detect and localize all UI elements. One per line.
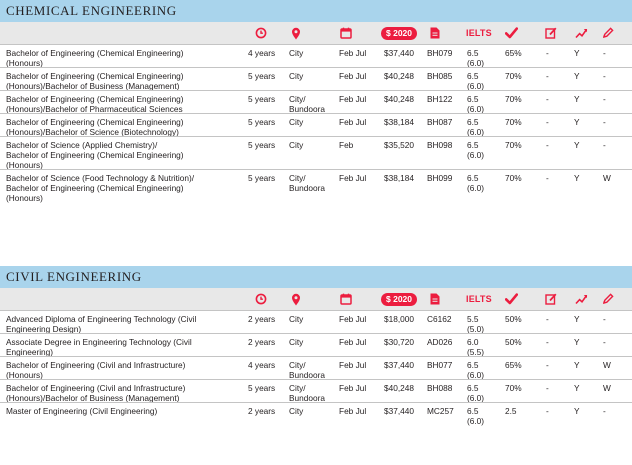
other-flag-cell: W bbox=[603, 173, 611, 183]
campus-cell: City bbox=[289, 140, 304, 150]
ielts-band-cell: (6.0) bbox=[467, 127, 485, 137]
other-flag-cell: - bbox=[603, 337, 606, 347]
pathway-cell: Y bbox=[574, 71, 580, 81]
apply-direct-cell: - bbox=[546, 337, 549, 347]
ielts-overall-cell: 6.5 bbox=[467, 383, 479, 393]
ielts-label: IELTS bbox=[466, 294, 492, 304]
intake-cell: Feb Jul bbox=[339, 48, 367, 58]
pathway-cell: Y bbox=[574, 337, 580, 347]
fee-cell: $37,440 bbox=[384, 406, 414, 416]
campus-cell: City/ Bundoora bbox=[289, 173, 325, 193]
column-icon-row bbox=[0, 22, 632, 44]
duration-cell: 4 years bbox=[248, 48, 276, 58]
apply-direct-cell: - bbox=[546, 314, 549, 324]
intake-cell: Feb Jul bbox=[339, 94, 367, 104]
other-flag-cell: - bbox=[603, 71, 606, 81]
edit-icon bbox=[545, 288, 557, 310]
campus-cell: City/ Bundoora bbox=[289, 360, 325, 380]
dollar-circle-icon bbox=[381, 288, 417, 310]
pathway-cell: Y bbox=[574, 383, 580, 393]
dollar-circle-icon bbox=[381, 22, 417, 44]
intake-cell: Feb bbox=[339, 140, 354, 150]
duration-cell: 5 years bbox=[248, 140, 276, 150]
checkmark-icon bbox=[505, 288, 518, 310]
other-flag-cell: W bbox=[603, 383, 611, 393]
duration-cell: 2 years bbox=[248, 314, 276, 324]
ielts-overall-cell: 6.5 bbox=[467, 140, 479, 150]
ielts-band-cell: (6.0) bbox=[467, 370, 485, 380]
intake-cell: Feb Jul bbox=[339, 383, 367, 393]
intake-cell: Feb Jul bbox=[339, 173, 367, 183]
ielts-band-cell: (6.0) bbox=[467, 183, 485, 193]
other-flag-cell: - bbox=[603, 140, 606, 150]
pencil-icon bbox=[602, 22, 614, 44]
other-flag-cell: - bbox=[603, 406, 606, 416]
apply-direct-cell: - bbox=[546, 48, 549, 58]
apply-direct-cell: - bbox=[546, 383, 549, 393]
atar-cell: 65% bbox=[505, 48, 522, 58]
course-code-cell: BH079 bbox=[427, 48, 453, 58]
course-code-cell: BH085 bbox=[427, 71, 453, 81]
fee-cell: $30,720 bbox=[384, 337, 414, 347]
chemical-engineering-section bbox=[0, 0, 632, 202]
course-row bbox=[0, 113, 632, 136]
clock-icon bbox=[255, 288, 267, 310]
campus-cell: City/ Bundoora bbox=[289, 383, 325, 403]
course-code-cell: BH099 bbox=[427, 173, 453, 183]
duration-cell: 4 years bbox=[248, 360, 276, 370]
atar-cell: 70% bbox=[505, 71, 522, 81]
ielts-band-cell: (6.0) bbox=[467, 104, 485, 114]
ielts-overall-cell: 6.5 bbox=[467, 406, 479, 416]
duration-cell: 5 years bbox=[248, 94, 276, 104]
course-code-cell: BH077 bbox=[427, 360, 453, 370]
pathway-cell: Y bbox=[574, 314, 580, 324]
fee-cell: $37,440 bbox=[384, 360, 414, 370]
edit-icon bbox=[545, 22, 557, 44]
ielts-overall-cell: 6.5 bbox=[467, 360, 479, 370]
civil-engineering-section bbox=[0, 266, 632, 425]
course-row bbox=[0, 356, 632, 379]
course-name-cell: Bachelor of Engineering (Chemical Engineering) (Honours)/Bachelor of Business (Management) bbox=[6, 71, 184, 91]
pathway-cell: Y bbox=[574, 406, 580, 416]
duration-cell: 5 years bbox=[248, 71, 276, 81]
fee-year-label: $ 2020 bbox=[381, 27, 417, 40]
course-name-cell: Bachelor of Science (Applied Chemistry)/ Bachelor of Engineering (Chemical Engineering) (Honours) bbox=[6, 140, 184, 170]
campus-cell: City bbox=[289, 71, 304, 81]
ielts-band-cell: (6.0) bbox=[467, 58, 485, 68]
atar-cell: 70% bbox=[505, 117, 522, 127]
fee-cell: $37,440 bbox=[384, 48, 414, 58]
other-flag-cell: - bbox=[603, 314, 606, 324]
campus-cell: City bbox=[289, 337, 304, 347]
other-flag-cell: - bbox=[603, 48, 606, 58]
pathway-cell: Y bbox=[574, 48, 580, 58]
ielts-band-cell: (5.5) bbox=[467, 347, 485, 357]
duration-cell: 2 years bbox=[248, 337, 276, 347]
fee-cell: $40,248 bbox=[384, 71, 414, 81]
pathway-cell: Y bbox=[574, 94, 580, 104]
ielts-band-cell: (5.0) bbox=[467, 324, 485, 334]
ielts-overall-cell: 6.0 bbox=[467, 337, 479, 347]
course-name-cell: Advanced Diploma of Engineering Technology (Civil Engineering Design) bbox=[6, 314, 197, 334]
pathway-cell: Y bbox=[574, 117, 580, 127]
duration-cell: 2 years bbox=[248, 406, 276, 416]
ielts-label: IELTS bbox=[466, 28, 492, 38]
campus-cell: City/ Bundoora bbox=[289, 94, 325, 114]
apply-direct-cell: - bbox=[546, 173, 549, 183]
intake-cell: Feb Jul bbox=[339, 71, 367, 81]
course-row bbox=[0, 44, 632, 67]
course-row bbox=[0, 379, 632, 402]
apply-direct-cell: - bbox=[546, 117, 549, 127]
campus-cell: City bbox=[289, 406, 304, 416]
duration-cell: 5 years bbox=[248, 117, 276, 127]
course-code-cell: C6162 bbox=[427, 314, 452, 324]
ielts-band-cell: (6.0) bbox=[467, 150, 485, 160]
trend-arrow-icon bbox=[575, 288, 588, 310]
atar-cell: 50% bbox=[505, 314, 522, 324]
trend-arrow-icon bbox=[575, 22, 588, 44]
course-name-cell: Bachelor of Engineering (Civil and Infrastructure) (Honours)/Bachelor of Business (Management) bbox=[6, 383, 186, 403]
document-icon bbox=[430, 288, 440, 310]
ielts-overall-cell: 6.5 bbox=[467, 117, 479, 127]
ielts-overall-cell: 6.5 bbox=[467, 94, 479, 104]
ielts-band-cell: (6.0) bbox=[467, 416, 485, 426]
pencil-icon bbox=[602, 288, 614, 310]
location-pin-icon bbox=[291, 22, 301, 44]
course-row bbox=[0, 169, 632, 202]
atar-cell: 50% bbox=[505, 337, 522, 347]
other-flag-cell: - bbox=[603, 94, 606, 104]
course-row bbox=[0, 333, 632, 356]
section-title: CHEMICAL ENGINEERING bbox=[0, 0, 632, 22]
fee-cell: $40,248 bbox=[384, 383, 414, 393]
course-code-cell: BH088 bbox=[427, 383, 453, 393]
course-name-cell: Master of Engineering (Civil Engineering) bbox=[6, 406, 158, 416]
intake-cell: Feb Jul bbox=[339, 117, 367, 127]
calendar-icon bbox=[340, 22, 352, 44]
campus-cell: City bbox=[289, 117, 304, 127]
fee-cell: $40,248 bbox=[384, 94, 414, 104]
atar-cell: 70% bbox=[505, 94, 522, 104]
intake-cell: Feb Jul bbox=[339, 406, 367, 416]
pathway-cell: Y bbox=[574, 140, 580, 150]
course-name-cell: Bachelor of Engineering (Chemical Engineering) (Honours) bbox=[6, 48, 184, 68]
duration-cell: 5 years bbox=[248, 173, 276, 183]
atar-cell: 2.5 bbox=[505, 406, 517, 416]
course-row bbox=[0, 310, 632, 333]
course-name-cell: Bachelor of Engineering (Civil and Infrastructure) (Honours) bbox=[6, 360, 186, 380]
course-name-cell: Bachelor of Engineering (Chemical Engineering) (Honours)/Bachelor of Science (Biotechnology) bbox=[6, 117, 184, 137]
fee-cell: $38,184 bbox=[384, 173, 414, 183]
course-code-cell: BH098 bbox=[427, 140, 453, 150]
apply-direct-cell: - bbox=[546, 406, 549, 416]
checkmark-icon bbox=[505, 22, 518, 44]
apply-direct-cell: - bbox=[546, 94, 549, 104]
ielts-band-cell: (6.0) bbox=[467, 81, 485, 91]
clock-icon bbox=[255, 22, 267, 44]
calendar-icon bbox=[340, 288, 352, 310]
intake-cell: Feb Jul bbox=[339, 314, 367, 324]
intake-cell: Feb Jul bbox=[339, 337, 367, 347]
apply-direct-cell: - bbox=[546, 71, 549, 81]
other-flag-cell: W bbox=[603, 360, 611, 370]
pathway-cell: Y bbox=[574, 360, 580, 370]
apply-direct-cell: - bbox=[546, 360, 549, 370]
course-name-cell: Bachelor of Science (Food Technology & Nutrition)/ Bachelor of Engineering (Chemical Engineering) (Honours) bbox=[6, 173, 195, 203]
course-row bbox=[0, 90, 632, 113]
course-row bbox=[0, 136, 632, 169]
ielts-overall-cell: 6.5 bbox=[467, 71, 479, 81]
intake-cell: Feb Jul bbox=[339, 360, 367, 370]
course-name-cell: Bachelor of Engineering (Chemical Engineering) (Honours)/Bachelor of Pharmaceutical Sciences bbox=[6, 94, 184, 114]
apply-direct-cell: - bbox=[546, 140, 549, 150]
atar-cell: 70% bbox=[505, 173, 522, 183]
pathway-cell: Y bbox=[574, 173, 580, 183]
ielts-overall-cell: 6.5 bbox=[467, 173, 479, 183]
atar-cell: 70% bbox=[505, 383, 522, 393]
course-row bbox=[0, 67, 632, 90]
course-code-cell: BH122 bbox=[427, 94, 453, 104]
fee-cell: $35,520 bbox=[384, 140, 414, 150]
location-pin-icon bbox=[291, 288, 301, 310]
course-code-cell: MC257 bbox=[427, 406, 454, 416]
campus-cell: City bbox=[289, 314, 304, 324]
column-icon-row bbox=[0, 288, 632, 310]
ielts-overall-cell: 5.5 bbox=[467, 314, 479, 324]
fee-year-label: $ 2020 bbox=[381, 293, 417, 306]
fee-cell: $38,184 bbox=[384, 117, 414, 127]
ielts-overall-cell: 6.5 bbox=[467, 48, 479, 58]
document-icon bbox=[430, 22, 440, 44]
ielts-band-cell: (6.0) bbox=[467, 393, 485, 403]
course-code-cell: BH087 bbox=[427, 117, 453, 127]
fee-cell: $18,000 bbox=[384, 314, 414, 324]
atar-cell: 70% bbox=[505, 140, 522, 150]
duration-cell: 5 years bbox=[248, 383, 276, 393]
campus-cell: City bbox=[289, 48, 304, 58]
course-code-cell: AD026 bbox=[427, 337, 453, 347]
atar-cell: 65% bbox=[505, 360, 522, 370]
course-name-cell: Associate Degree in Engineering Technology (Civil Engineering) bbox=[6, 337, 192, 357]
course-row bbox=[0, 402, 632, 425]
other-flag-cell: - bbox=[603, 117, 606, 127]
section-title: CIVIL ENGINEERING bbox=[0, 266, 632, 288]
